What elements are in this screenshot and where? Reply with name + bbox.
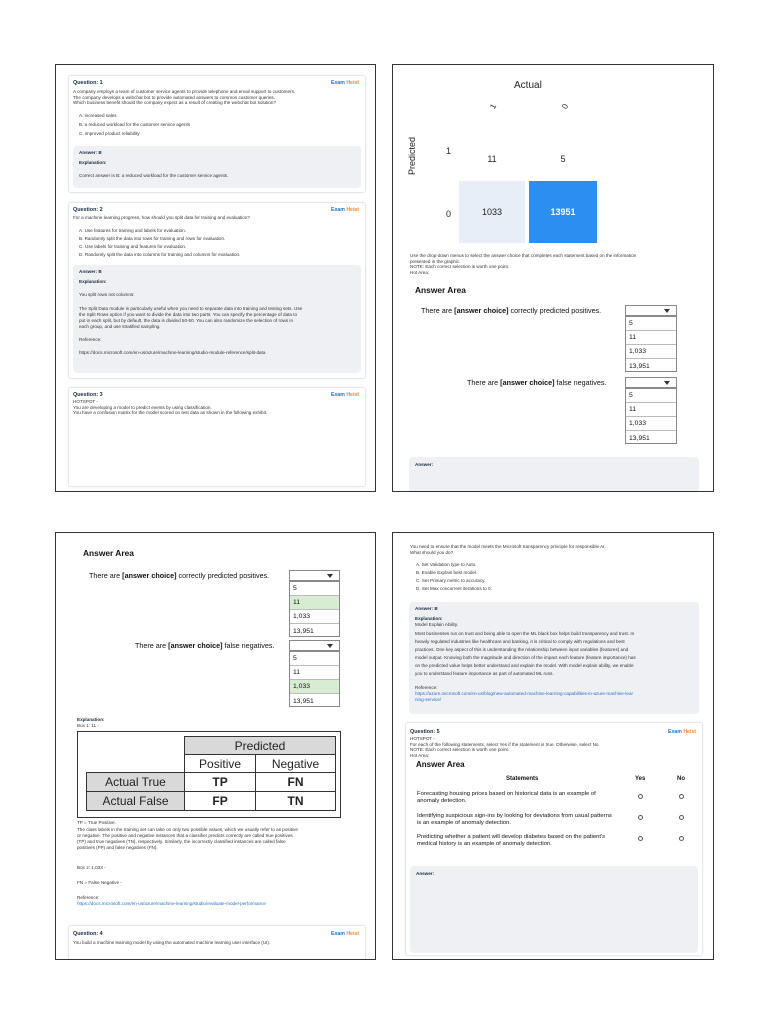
dropdown-option[interactable]: 5 — [290, 652, 339, 666]
question-text: You need to ensure that the model meets the Microsoft transparency principle for responsible AI. — [410, 544, 606, 549]
statement-2: is an example of anomaly detection. — [417, 820, 511, 826]
answer-label: Answer: B — [79, 269, 102, 274]
answer-label: Answer: B — [415, 606, 438, 611]
answer-label: Answer: B — [79, 150, 102, 155]
question-text: For a machine learning progress, how should you split data for training and evaluation? — [73, 215, 250, 220]
explanation-label: Explanation: — [79, 279, 107, 284]
answer-box — [409, 602, 699, 714]
confusion-table-image — [77, 731, 341, 818]
chevron-down-icon — [327, 574, 333, 578]
yes-radio-3[interactable] — [638, 836, 643, 841]
option-b: B. Enable Explain best model. — [416, 570, 478, 575]
reference-link[interactable]: ning-service/ — [415, 697, 442, 702]
explanation-text: The class labels in the training set can take on only two possible values, which we usually refer to as positive — [77, 826, 298, 832]
explanation-text: Most businesses run on trust and being able to open the ML black box helps build transparency and trust. In — [415, 630, 635, 636]
explanation-text: (TP) and true negatives (TN), respectively. Similarly, the incorrectly classified instances are called false — [77, 838, 286, 844]
tp-definition: TP = True Positive. — [77, 820, 116, 825]
question-text: A company employs a team of customer service agents to provide telephone and email support to customers. — [73, 89, 296, 94]
dropdown-option[interactable]: 1,033 — [626, 417, 676, 431]
chevron-down-icon — [664, 381, 670, 385]
page-1 — [55, 64, 376, 492]
box-2-label: Box 2: 1,033 - — [77, 865, 106, 870]
question-1-card — [68, 75, 366, 193]
explanation-text: heavily regulated industries like healthcare and banking, it is critical to comply with regulations and best — [415, 638, 625, 644]
instructions: NOTE: Each correct selection is worth one point. — [410, 264, 510, 269]
question-text: HOTSPOT - — [410, 736, 435, 741]
fn-definition: FN = False Negative - — [77, 880, 122, 885]
confusion-table — [86, 736, 336, 811]
page-4 — [392, 532, 714, 960]
no-radio-2[interactable] — [679, 815, 684, 820]
question-text: HOTSPOT - — [73, 399, 98, 404]
statement-1: anomaly detection. — [417, 798, 467, 804]
row-actual-false: Actual False — [87, 792, 185, 811]
explanation-label: Explanation: — [79, 160, 107, 165]
reference-label: Reference: — [79, 337, 102, 342]
explanation-text: put in each split, but by default, the data is divided 50-50. You can also randomize the selection of rows in — [79, 318, 293, 323]
question-title: Question: 3 — [73, 392, 103, 398]
dropdown-option[interactable]: 11 — [626, 331, 676, 345]
box-1-label: Box 1: 11 - — [77, 723, 99, 728]
question-4-card — [68, 925, 366, 960]
cell-fp: FP — [185, 792, 256, 811]
brand-logo: Exam Heist — [331, 80, 359, 86]
question-text: You have a confusion matrix for the model scored on test data as shown in the following exhibit. — [73, 410, 268, 415]
explanation-text: or negative. The positive and negative instances that a classifier predicts correctly are called true positives — [77, 832, 293, 838]
option-d: D. Set Max concurrent iterations to 0. — [416, 586, 492, 591]
answer-label: Answer: — [416, 871, 435, 876]
dropdown-1[interactable] — [625, 305, 677, 316]
statement-3: Predicting whether a patient will develop diabetes based on the patient's — [417, 834, 606, 840]
col-label-0: 0 — [560, 102, 571, 111]
dropdown-option-selected[interactable]: 11 — [290, 596, 339, 610]
answer-area-title: Answer Area — [416, 760, 465, 769]
question-3-card — [68, 387, 366, 487]
question-title: Question: 4 — [73, 931, 103, 937]
dropdown-option[interactable]: 5 — [290, 582, 339, 596]
dropdown-option[interactable]: 1,033 — [626, 345, 676, 359]
option-a: A. Set Validation type to Auto. — [416, 562, 477, 567]
answer-area-title: Answer Area — [83, 548, 134, 558]
question-text: You build a machine learning model by using the automated machine learning user interface (UI). — [73, 940, 271, 945]
question-text: Hot Area: — [410, 752, 430, 758]
matrix-cell-1-0: 5 — [560, 154, 566, 164]
statement-2: Identifying suspicious sign-ins by looking for deviations from usual patterns — [417, 813, 612, 819]
explanation-text: practices. One key aspect of this is understanding the relationship between input variables (features) and — [415, 646, 629, 652]
row-label-1: 1 — [446, 146, 452, 156]
statement-1: There are [answer choice] correctly predicted positives. — [89, 571, 270, 580]
question-text: You are developing a model to predict events by using classification. — [73, 404, 212, 410]
col-statements: Statements — [506, 776, 539, 782]
brand-logo: Exam Heist — [331, 207, 359, 213]
question-2-card — [68, 202, 366, 379]
dropdown-1-list — [289, 581, 340, 637]
dropdown-option[interactable]: 5 — [626, 389, 676, 403]
cell-fn: FN — [256, 773, 336, 792]
question-title: Question: 1 — [73, 80, 103, 86]
explanation-text: You split rows not columns: — [79, 292, 135, 297]
answer-area-title: Answer Area — [415, 285, 466, 295]
yes-radio-2[interactable] — [638, 815, 643, 820]
question-text: What should you do? — [410, 549, 454, 555]
chevron-down-icon — [664, 309, 670, 313]
col-negative: Negative — [256, 755, 336, 773]
row-label-0: 0 — [446, 209, 452, 219]
question-title: Question: 5 — [410, 729, 440, 735]
option-c: C. Set Primary metric to accuracy. — [416, 578, 486, 583]
actual-label: Actual — [514, 80, 542, 91]
cell-tp: TP — [185, 773, 256, 792]
chevron-down-icon — [327, 644, 333, 648]
question-text: NOTE: Each correct selection is worth one point. — [410, 747, 510, 752]
explanation-text: positives (FP) and false negatives (FN). — [77, 844, 158, 850]
dropdown-2-list — [289, 651, 340, 707]
col-yes: Yes — [635, 776, 646, 782]
instructions: presented in the graphic. — [410, 258, 461, 264]
brand-logo: Exam Heist — [331, 931, 359, 937]
explanation-title: Model Explain Ability. — [415, 622, 459, 627]
explanation-text: model output. Knowing both the magnitude and direction of the impact each feature (feature importance) has — [415, 654, 636, 660]
explanation-label: Explanation: — [415, 616, 443, 621]
dropdown-option[interactable]: 5 — [626, 317, 676, 331]
question-title: Question: 2 — [73, 207, 103, 213]
question-text: Which business benefit should the company expect as a result of creating the webchat bot solution? — [73, 100, 277, 105]
explanation-label: Explanation: — [77, 717, 105, 722]
yes-radio-1[interactable] — [638, 794, 643, 799]
option-a: A. increased sales — [79, 113, 117, 118]
predicted-header: Predicted — [185, 737, 336, 755]
statement-2: There are [answer choice] false negatives. — [467, 378, 607, 387]
col-positive: Positive — [185, 755, 256, 773]
dropdown-option[interactable]: 1,033 — [290, 610, 339, 624]
option-c: C. improved product reliability — [79, 131, 140, 136]
reference-link[interactable]: https://docs.microsoft.com/en-us/azure/machine-learning/studio-module-reference/split-data — [79, 350, 266, 355]
answer-label: Answer: — [415, 462, 434, 467]
explanation-text: you to understand feature importance as part of automated ML runs. — [415, 670, 554, 676]
option-a: A. Use features for training and labels for evaluation. — [79, 228, 186, 233]
explanation-text: the Split Rows option if you want to divide the data into two parts. You can specify the percentage of data to — [79, 312, 298, 317]
reference-label: Reference: — [415, 685, 438, 690]
statement-1: There are [answer choice] correctly predicted positives. — [421, 306, 602, 315]
brand-logo: Exam Heist — [331, 392, 359, 398]
question-text: For each of the following statements, select Yes if the statement is true. Otherwise, select No. — [410, 741, 600, 747]
statement-1: Forecasting housing prices based on historical data is an example of — [417, 791, 596, 797]
dropdown-1-list — [625, 316, 677, 372]
page-3 — [55, 532, 376, 960]
answer-box — [410, 866, 698, 953]
reference-link[interactable]: https://docs.microsoft.com/en-us/azure/machine-learning/studio/evaluate-model-performance — [77, 901, 266, 906]
no-radio-3[interactable] — [679, 836, 684, 841]
dropdown-option[interactable]: 13,951 — [293, 697, 314, 705]
dropdown-2-list — [625, 388, 677, 444]
page-2 — [392, 64, 714, 492]
option-c: C. Use labels for training and features for evaluation. — [79, 244, 187, 249]
option-d: D. Randomly split the data into columns for training and columns for evaluation. — [79, 252, 241, 257]
brand-logo: Exam Heist — [668, 729, 696, 735]
dropdown-option[interactable]: 13,951 — [629, 362, 650, 370]
option-b: B. Randomly split the data into rows for training and rows for evaluation. — [79, 236, 226, 241]
dropdown-option-selected[interactable]: 1,033 — [290, 680, 339, 694]
dropdown-2[interactable] — [625, 377, 677, 388]
statement-2: There are [answer choice] false negatives. — [135, 641, 275, 650]
dropdown-option[interactable]: 11 — [626, 403, 676, 417]
matrix-cell-0-1: 1033 — [459, 181, 525, 243]
reference-label: Reference: — [77, 895, 100, 900]
explanation-text: Correct answer is B: a reduced workload for the customer service agents. — [79, 173, 229, 178]
no-radio-1[interactable] — [679, 794, 684, 799]
explanation-text: each group, and use stratified sampling. — [79, 324, 161, 329]
dropdown-option[interactable]: 13,951 — [629, 434, 650, 442]
answer-box — [73, 265, 361, 373]
reference-link[interactable]: https://azure.microsoft.com/en-us/blog/new-automated-machine-learning-capabilities-in-azure-machine-lear — [415, 691, 634, 696]
answer-box — [73, 146, 361, 188]
explanation-text: The Split Data module is particularly useful when you need to separate data into training and testing sets. Use — [79, 306, 303, 311]
matrix-cell-1-1: 11 — [487, 154, 497, 164]
question-text: The company develops a webchat bot to provide automated answers to common customer queries. — [73, 94, 275, 100]
dropdown-option[interactable]: 13,951 — [293, 627, 314, 635]
option-b: B. a reduced workload for the customer service agents — [79, 122, 191, 127]
dropdown-1[interactable] — [289, 570, 340, 581]
instructions: Hot Area: — [410, 269, 430, 275]
cell-tn: TN — [256, 792, 336, 811]
instructions: Use the drop-down menus to select the answer choice that completes each statement based on the information — [410, 253, 637, 258]
explanation-text: on the predicted value helps better understand and explain the model. With model explain ability, we enable — [415, 662, 634, 668]
matrix-cell-0-0: 13951 — [529, 181, 597, 243]
statement-3: medical history is an example of anomaly detection. — [417, 841, 552, 847]
dropdown-2[interactable] — [289, 640, 340, 651]
col-label-1: 1 — [488, 102, 499, 111]
row-actual-true: Actual True — [87, 773, 185, 792]
dropdown-option[interactable]: 11 — [290, 666, 339, 680]
answer-box — [409, 457, 699, 492]
predicted-label: Predicted — [407, 136, 417, 175]
col-no: No — [677, 776, 685, 782]
question-5-card — [405, 722, 703, 956]
